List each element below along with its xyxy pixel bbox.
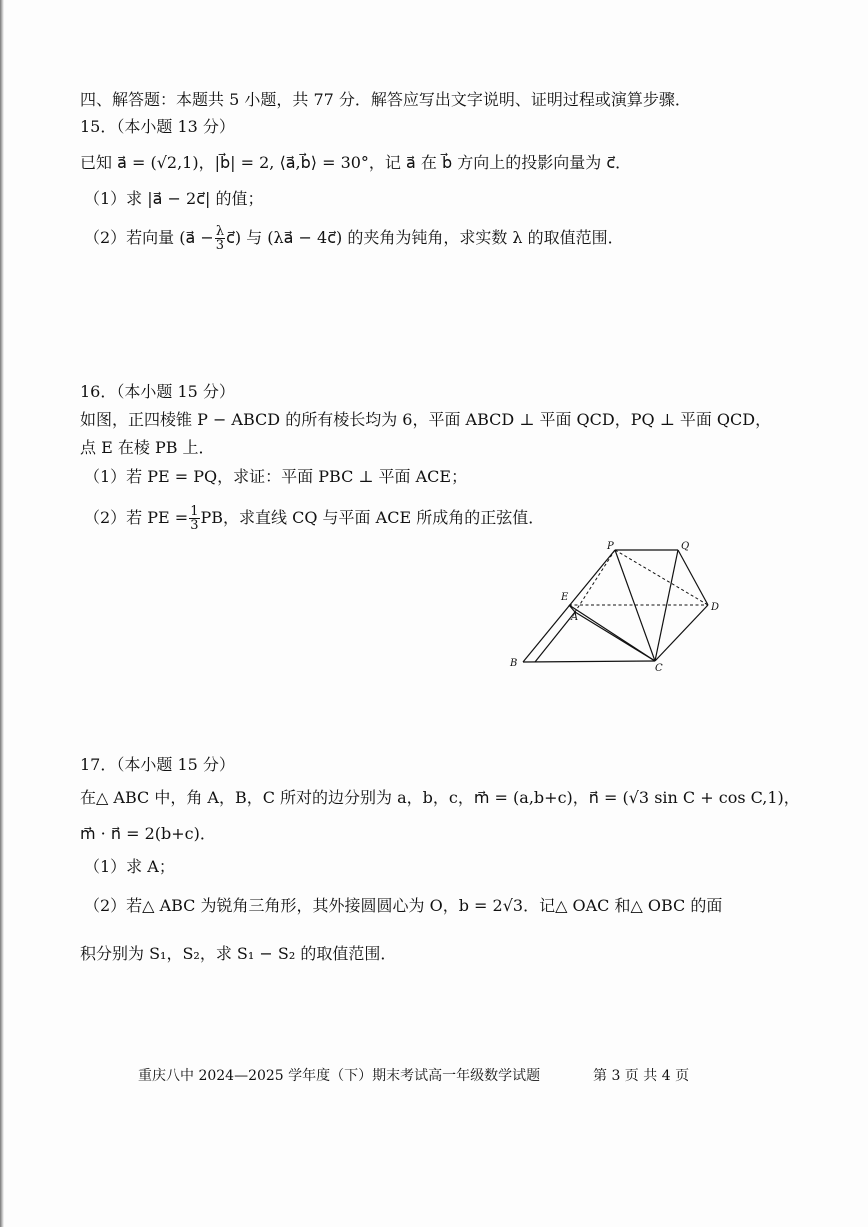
q16-part2-fraction <box>189 505 199 532</box>
footer-exam-title: 重庆八中 2024—2025 学年度（下）期末考试高一年级数学试题 <box>138 1068 541 1084</box>
solid-edges <box>523 550 708 662</box>
label-A: A <box>571 612 579 623</box>
q16-stem-line2: 点 E 在棱 PB 上． <box>80 438 215 457</box>
q16-part2 <box>84 505 544 532</box>
section-header: 四、解答题：本题共 5 小题，共 77 分．解答应写出文字说明、证明过程或演算步骤． <box>80 90 691 109</box>
edge-BA <box>535 612 575 662</box>
q16-title: 16．（本小题 15 分） <box>80 382 235 401</box>
q15-part1: （1）求 |a⃗ − 2c⃗| 的值； <box>84 189 264 208</box>
q16-stem-line1: 如图，正四棱锥 P − ABCD 的所有棱长均为 6，平面 ABCD ⊥ 平面 QCD，PQ ⊥ 平面 QCD， <box>80 410 772 429</box>
fraction-denominator: 3 <box>190 518 199 533</box>
label-C: C <box>655 663 663 673</box>
q15-part2-after: c⃗) 与 (λa⃗ − 4c⃗) 的夹角为钝角，求实数 λ 的取值范围． <box>226 228 624 247</box>
q15-part2 <box>84 225 624 252</box>
q16-part2-before: （2）若 PE = <box>84 508 189 527</box>
q17-part1: （1）求 A； <box>84 857 175 876</box>
q17-stem-line2: m⃗ · n⃗ = 2(b+c)． <box>80 824 216 843</box>
label-P: P <box>607 541 614 552</box>
edge-BP <box>523 550 615 662</box>
q15-stem: 已知 a⃗ = (√2,1)，|b⃗| = 2, ⟨a⃗,b⃗⟩ = 30°，记 a⃗ 在 b⃗ 方向上的投影向量为 c⃗． <box>80 153 632 172</box>
pyramid-figure <box>505 538 735 673</box>
edge-AC <box>575 612 655 661</box>
q17-stem-line1: 在△ ABC 中，角 A，B，C 所对的边分别为 a，b，c，m⃗ = (a,b+c)，n⃗ = (√3 sin C + cos C,1)， <box>80 788 800 807</box>
edge-QD <box>678 550 708 605</box>
footer-page-info: 第 3 页 共 4 页 <box>593 1068 690 1084</box>
q15-title: 15．（本小题 13 分） <box>80 117 235 136</box>
q17-part2-line1: （2）若△ ABC 为锐角三角形，其外接圆圆心为 O，b = 2√3．记△ OAC 和△ OBC 的面 <box>84 896 723 915</box>
q15-part2-before: （2）若向量 (a⃗ − <box>84 228 214 247</box>
edge-PA-dashed <box>575 550 615 612</box>
label-B: B <box>510 658 518 669</box>
label-D: D <box>711 602 720 613</box>
label-Q: Q <box>681 541 690 552</box>
q15-part2-fraction <box>215 225 225 252</box>
scan-edge <box>0 0 4 1227</box>
q16-part1: （1）若 PE = PQ，求证：平面 PBC ⊥ 平面 ACE； <box>84 467 468 486</box>
fraction-numerator: 1 <box>190 504 199 519</box>
q17-part2-line2: 积分别为 S₁，S₂，求 S₁ − S₂ 的取值范围． <box>80 944 397 963</box>
edge-PD-dashed <box>615 550 708 605</box>
q16-part2-after: PB，求直线 CQ 与平面 ACE 所成角的正弦值． <box>200 508 545 527</box>
fraction-denominator: 3 <box>215 238 225 253</box>
label-E: E <box>561 592 569 603</box>
q17-title: 17．（本小题 15 分） <box>80 755 235 774</box>
fraction-numerator: λ <box>215 224 225 239</box>
edge-DC <box>655 605 708 661</box>
edge-CB <box>523 661 655 662</box>
